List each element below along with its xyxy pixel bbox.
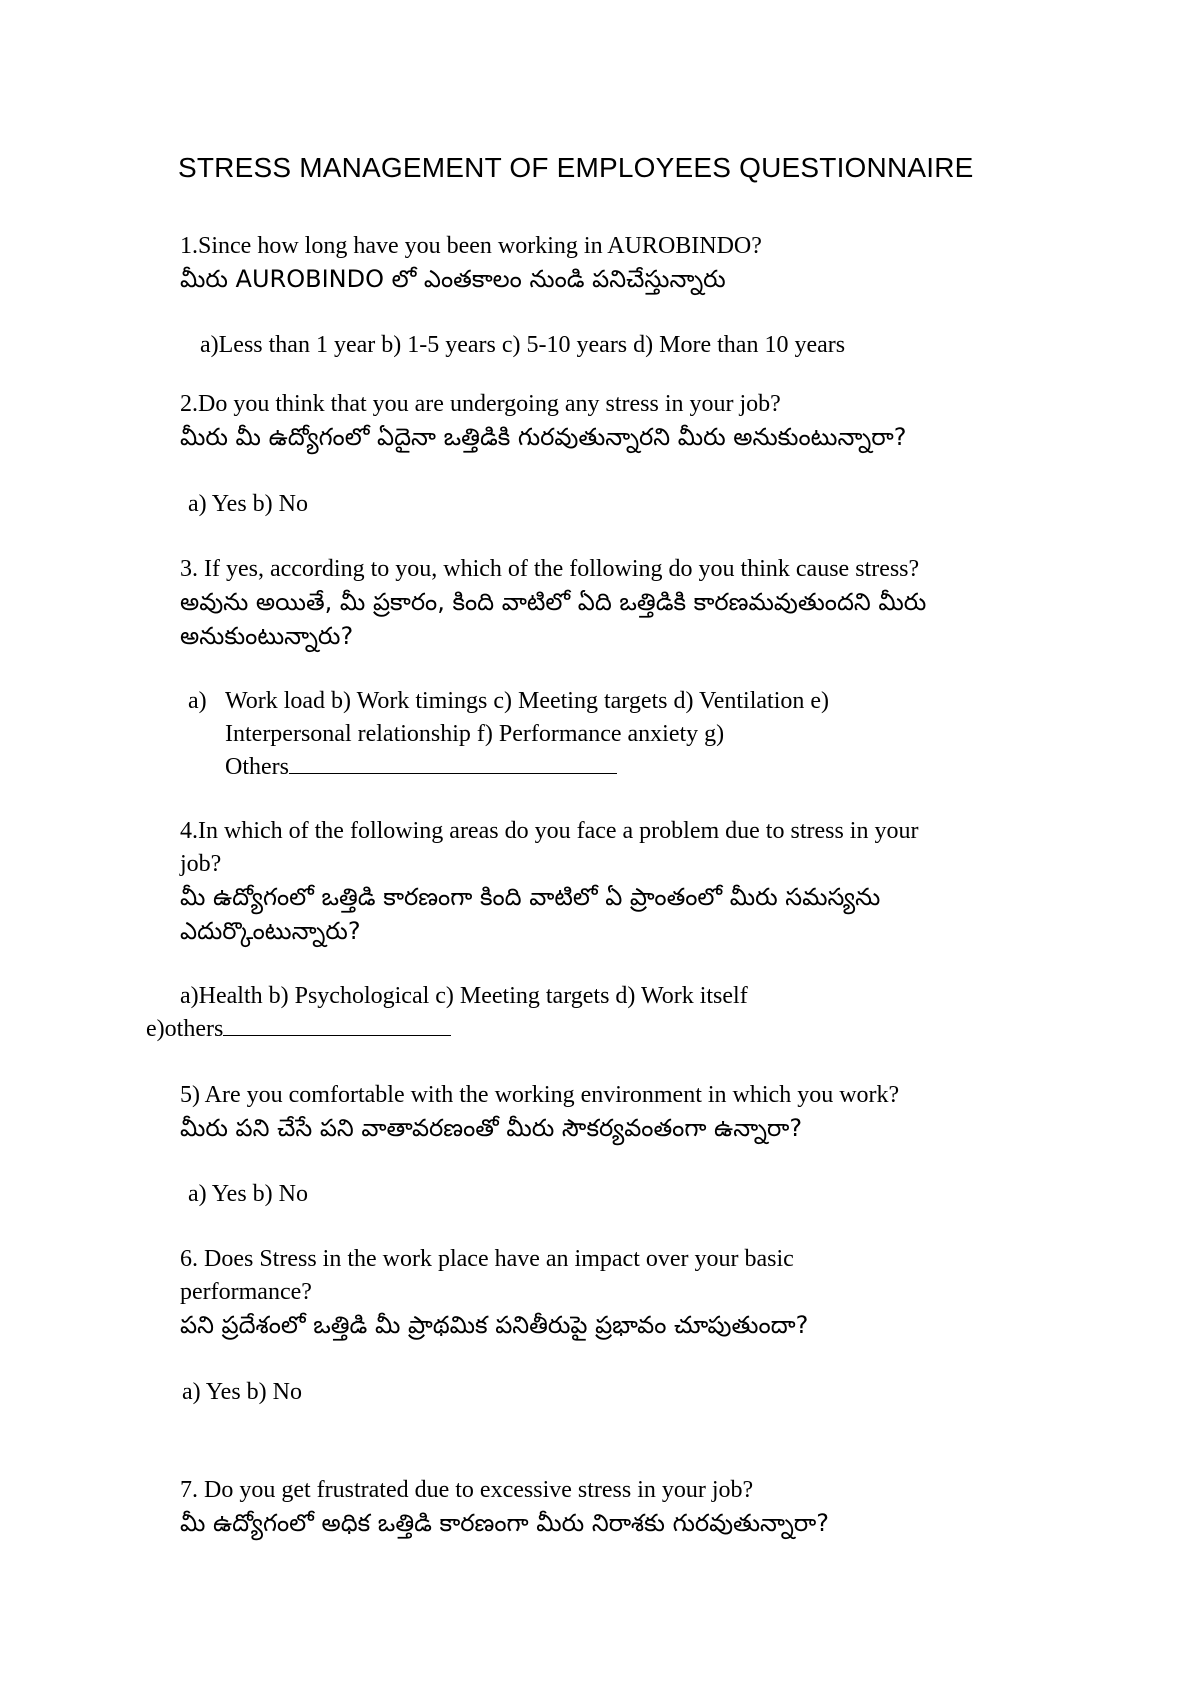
question-3-telugu-line2: అనుకుంటున్నారు? [180, 622, 354, 650]
question-1-options: a)Less than 1 year b) 1-5 years c) 5-10 years d) More than 10 years [200, 332, 846, 358]
question-4-telugu-line2: ఎదుర్కొంటున్నారు? [180, 917, 361, 945]
question-4-others [146, 1013, 451, 1045]
question-4-telugu-line1: మీ ఉద్యోగంలో ఒత్తిడి కారణంగా కింది వాటిలో ఏ ప్రాంతంలో మీరు సమస్యను [180, 883, 881, 911]
question-2-english: 2.Do you think that you are undergoing any stress in your job? [180, 391, 781, 417]
page-title: STRESS MANAGEMENT OF EMPLOYEES QUESTIONNAIRE [178, 152, 974, 183]
question-6-options: a) Yes b) No [182, 1379, 302, 1405]
question-1-telugu: మీరు AUROBINDO లో ఎంతకాలం నుండి పనిచేస్తున్నారు [180, 265, 726, 293]
question-3-others-label: Others [225, 754, 289, 780]
question-4-english-line1: 4.In which of the following areas do you face a problem due to stress in your [180, 818, 919, 844]
question-4-others-label: e)others [146, 1016, 224, 1042]
question-4-english-line2: job? [180, 851, 222, 877]
question-2-options: a) Yes b) No [188, 491, 308, 517]
question-4-others-blank[interactable] [223, 1013, 451, 1036]
question-5-telugu: మీరు పని చేసే పని వాతావరణంతో మీరు సౌకర్యవంతంగా ఉన్నారా? [180, 1114, 803, 1142]
question-6-english-line2: performance? [180, 1279, 312, 1305]
question-4-options-line1: a)Health b) Psychological c) Meeting targets d) Work itself [180, 983, 748, 1009]
question-1-english: 1.Since how long have you been working in AUROBINDO? [180, 233, 762, 259]
question-3-options-line1: Work load b) Work timings c) Meeting targets d) Ventilation e) [225, 688, 830, 714]
question-7-telugu: మీ ఉద్యోగంలో అధిక ఒత్తిడి కారణంగా మీరు నిరాశకు గురవుతున్నారా? [180, 1509, 829, 1537]
question-3-option-marker: a) [188, 688, 207, 714]
question-3-options-line2: Interpersonal relationship f) Performance anxiety g) [225, 721, 725, 747]
question-3-others [225, 751, 617, 783]
question-6-english-line1: 6. Does Stress in the work place have an impact over your basic [180, 1246, 794, 1272]
question-3-english: 3. If yes, according to you, which of the following do you think cause stress? [180, 556, 920, 582]
question-7-english: 7. Do you get frustrated due to excessive stress in your job? [180, 1477, 754, 1503]
question-3-others-blank[interactable] [289, 751, 617, 774]
question-5-options: a) Yes b) No [188, 1181, 308, 1207]
question-3-telugu-line1: అవును అయితే, మీ ప్రకారం, కింది వాటిలో ఏది ఒత్తిడికి కారణమవుతుందని మీరు [180, 588, 927, 616]
question-6-telugu: పని ప్రదేశంలో ఒత్తిడి మీ ప్రాథమిక పనితీరుపై ప్రభావం చూపుతుందా? [180, 1311, 809, 1339]
question-5-english: 5) Are you comfortable with the working environment in which you work? [180, 1082, 900, 1108]
question-2-telugu: మీరు మీ ఉద్యోగంలో ఏదైనా ఒత్తిడికి గురవుతున్నారని మీరు అనుకుంటున్నారా? [180, 423, 907, 451]
